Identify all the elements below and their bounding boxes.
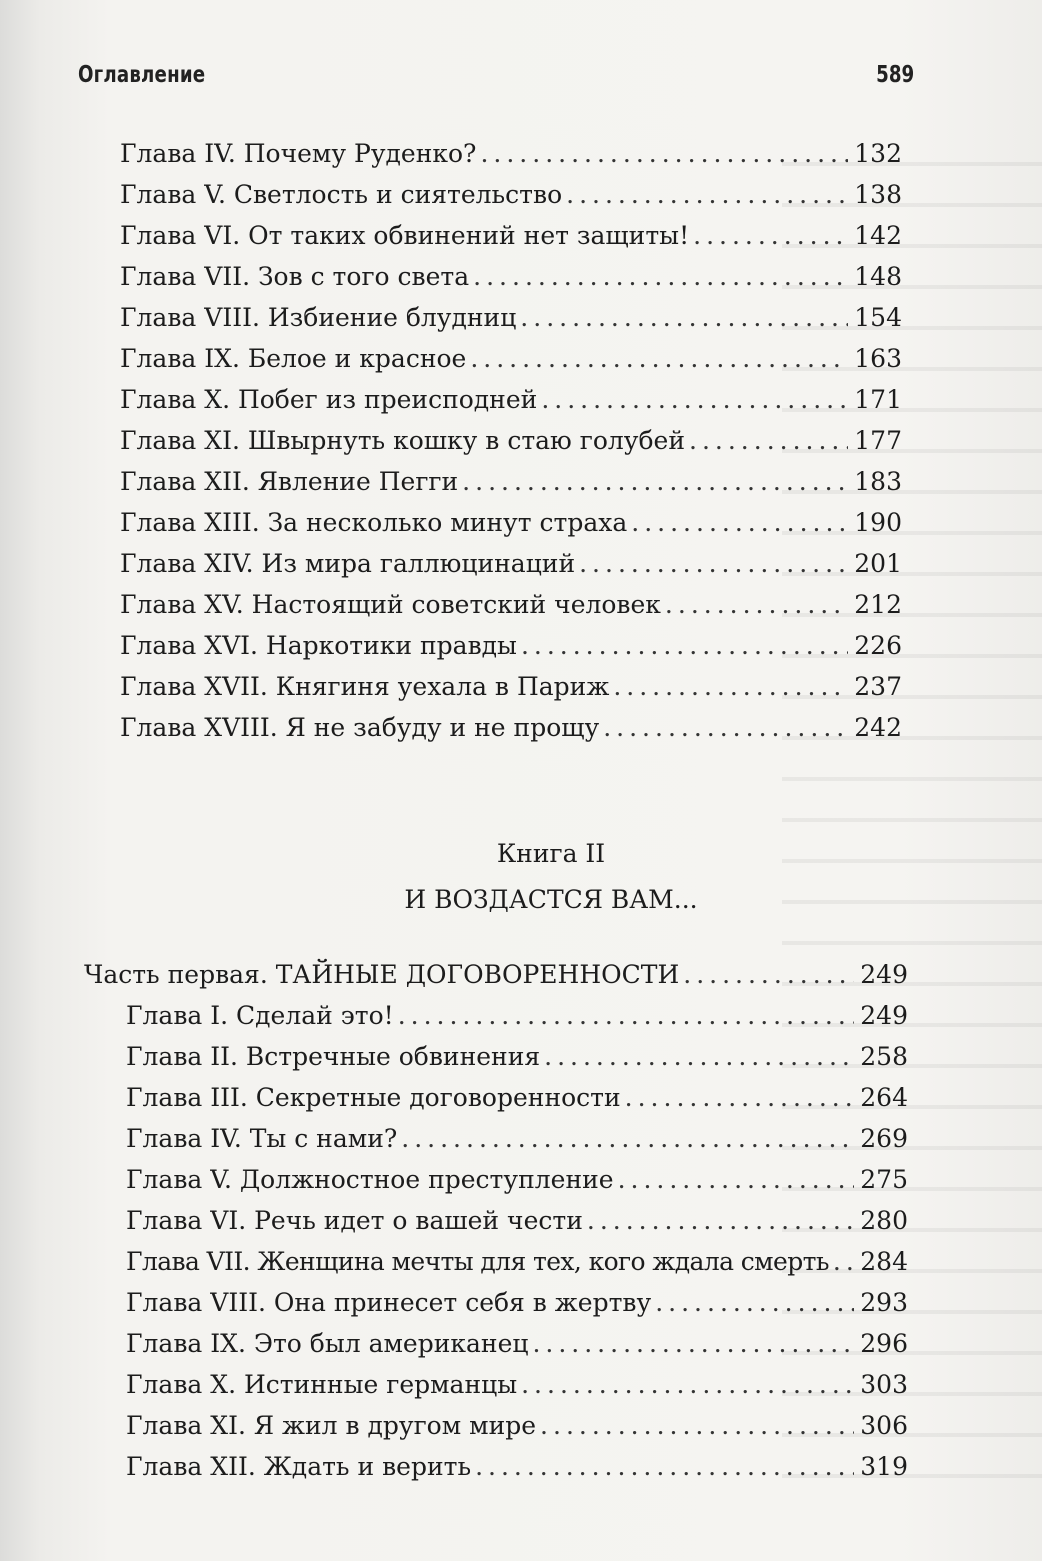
toc-entry (126, 1039, 908, 1075)
toc-entry-page: 171 (854, 385, 902, 414)
dot-leader (689, 423, 848, 459)
toc-entry-page: 296 (860, 1329, 908, 1358)
toc-entry-title: Глава XIII. За несколько минут страха (120, 508, 628, 537)
toc-entry-page: 306 (860, 1411, 908, 1440)
page-number: 589 (875, 62, 914, 88)
toc-entry (126, 1162, 908, 1198)
toc-entry-page: 264 (860, 1083, 908, 1112)
toc-entry-page: 201 (854, 549, 902, 578)
toc-entry-title: Глава XI. Я жил в другом мире (126, 1411, 537, 1440)
dot-leader (833, 1244, 854, 1280)
toc-entry-title: Глава XVI. Наркотики правды (120, 631, 517, 660)
toc-entry-title: Глава IV. Почему Руденко? (120, 139, 477, 168)
toc-entry-page: 319 (860, 1452, 908, 1481)
dot-leader (665, 587, 848, 623)
toc-entry-title: Глава XII. Ждать и верить (126, 1452, 472, 1481)
toc-entry (120, 464, 902, 500)
toc-entry (126, 998, 908, 1034)
toc-entry-page: 142 (854, 221, 902, 250)
book-subtitle: И ВОЗДАСТСЯ ВАМ... (404, 885, 698, 914)
dot-leader (520, 300, 848, 336)
dot-leader (532, 1326, 854, 1362)
dot-leader (521, 628, 848, 664)
dot-leader (541, 382, 848, 418)
toc-entry-page: 132 (854, 139, 902, 168)
toc-entry-page: 163 (854, 344, 902, 373)
toc-entry-title: Глава VII. Зов с того света (120, 262, 470, 291)
toc-entry (120, 546, 902, 582)
dot-leader (603, 710, 848, 746)
toc-entry-title: Глава XI. Швырнуть кошку в стаю голубей (120, 426, 686, 455)
dot-leader (613, 669, 848, 705)
toc-entry-title: Глава XIV. Из мира галлюцинаций (120, 549, 576, 578)
dot-leader (473, 259, 848, 295)
toc-entry (120, 505, 902, 541)
dot-leader (401, 1121, 854, 1157)
dot-leader (398, 998, 855, 1034)
toc-part-page: 249 (860, 960, 908, 989)
dot-leader (480, 136, 848, 172)
toc-entry-page: 177 (854, 426, 902, 455)
running-head-title: Оглавление (78, 62, 206, 88)
toc-entry-page: 190 (854, 508, 902, 537)
dot-leader (625, 1080, 855, 1116)
toc-entry (126, 1326, 908, 1362)
dot-leader (566, 177, 848, 213)
toc-entry-title: Глава VIII. Она принесет себя в жертву (126, 1288, 652, 1317)
dot-leader (693, 218, 848, 254)
dot-leader (579, 546, 848, 582)
toc-entry (126, 1367, 908, 1403)
toc-entry-page: 280 (860, 1206, 908, 1235)
toc-entry-page: 148 (854, 262, 902, 291)
dot-leader (470, 341, 848, 377)
toc-entry-title: Глава IX. Белое и красное (120, 344, 467, 373)
toc-entry-title: Глава II. Встречные обвинения (126, 1042, 541, 1071)
toc-entry (126, 1408, 908, 1444)
dot-leader (655, 1285, 854, 1321)
toc-entry-page: 237 (854, 672, 902, 701)
toc-entry-page: 212 (854, 590, 902, 619)
toc-entry (120, 218, 902, 254)
toc-entry-page: 154 (854, 303, 902, 332)
toc-entry (126, 1080, 908, 1116)
toc-entry-title: Глава VII. Женщина мечты для тех, кого ждала смерть (126, 1247, 829, 1276)
dot-leader (683, 957, 854, 993)
toc-entry-title: Глава IX. Это был американец (126, 1329, 529, 1358)
toc-entry (120, 628, 902, 664)
toc-entry-title: Глава XVII. Княгиня уехала в Париж (120, 672, 610, 701)
toc-entry-page: 293 (860, 1288, 908, 1317)
toc-entry-page: 249 (860, 1001, 908, 1030)
toc-entry-page: 258 (860, 1042, 908, 1071)
toc-entry (120, 382, 902, 418)
toc-entry-page: 269 (860, 1124, 908, 1153)
dot-leader (544, 1039, 854, 1075)
dot-leader (475, 1449, 854, 1485)
toc-entry (120, 587, 902, 623)
toc-entry-page: 138 (854, 180, 902, 209)
toc-entry-title: Глава III. Секретные договоренности (126, 1083, 621, 1112)
toc-entry (120, 300, 902, 336)
toc-entry-title: Глава X. Истинные германцы (126, 1370, 518, 1399)
toc-part-entry (84, 957, 908, 993)
toc-entry-title: Глава IV. Ты с нами? (126, 1124, 398, 1153)
toc-entry-title: Глава V. Светлость и сиятельство (120, 180, 563, 209)
toc-entry (126, 1121, 908, 1157)
dot-leader (587, 1203, 854, 1239)
toc-entry-title: Глава X. Побег из преисподней (120, 385, 538, 414)
toc-entry-title: Глава XII. Явление Пегги (120, 467, 459, 496)
toc-entry (120, 341, 902, 377)
toc-entry-page: 183 (854, 467, 902, 496)
toc-entry (120, 259, 902, 295)
toc-entry-page: 284 (860, 1247, 908, 1276)
toc-entry-title: Глава VIII. Избиение блудниц (120, 303, 517, 332)
toc-entry-title: Глава V. Должностное преступление (126, 1165, 614, 1194)
toc-entry-title: Глава VI. От таких обвинений нет защиты! (120, 221, 690, 250)
toc-entry-title: Глава I. Сделай это! (126, 1001, 394, 1030)
toc-entry (120, 423, 902, 459)
toc-entry (126, 1285, 908, 1321)
dot-leader (521, 1367, 854, 1403)
toc-entry (120, 136, 902, 172)
dot-leader (618, 1162, 855, 1198)
toc-entry-title: Глава VI. Речь идет о вашей чести (126, 1206, 583, 1235)
dot-leader (462, 464, 848, 500)
toc-entry-page: 242 (854, 713, 902, 742)
toc-part-title: Часть первая. ТАЙНЫЕ ДОГОВОРЕННОСТИ (84, 960, 680, 989)
dot-leader (540, 1408, 854, 1444)
toc-entry-page: 275 (860, 1165, 908, 1194)
toc-entry-page: 303 (860, 1370, 908, 1399)
toc-entry-title: Глава XVIII. Я не забуду и не прощу (120, 713, 600, 742)
toc-entry (126, 1449, 908, 1485)
toc-entry (120, 177, 902, 213)
toc-entry-title: Глава XV. Настоящий советский человек (120, 590, 661, 619)
running-head (78, 56, 914, 96)
toc-entry (126, 1203, 908, 1239)
toc-entry (120, 669, 902, 705)
book-title: Книга II (496, 839, 606, 868)
toc-entry-page: 226 (854, 631, 902, 660)
toc-entry (120, 710, 902, 746)
dot-leader (631, 505, 848, 541)
toc-entry (126, 1244, 908, 1280)
